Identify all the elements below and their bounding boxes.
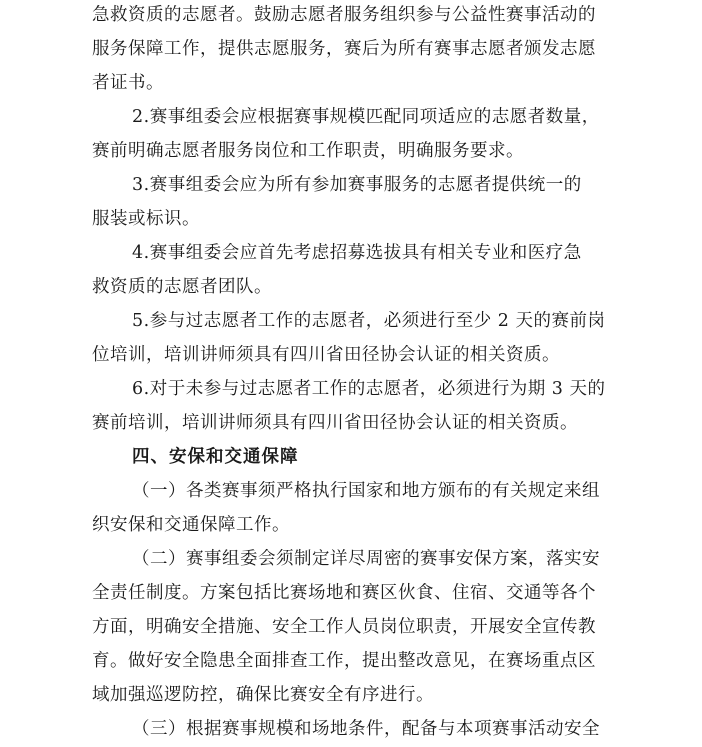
text-line: 赛前培训，培训讲师须具有四川省田径协会认证的相关资质。 [92, 413, 578, 433]
text-line: 位培训，培训讲师须具有四川省田径协会认证的相关资质。 [92, 345, 560, 365]
text-line: （一）各类赛事须严格执行国家和地方颁布的有关规定来组 [132, 481, 600, 501]
text-line: 急救资质的志愿者。鼓励志愿者服务组织参与公益性赛事活动的 [92, 5, 596, 25]
text-line: 服务保障工作，提供志愿服务，赛后为所有赛事志愿者颁发志愿 [92, 39, 596, 59]
text-line: 4.赛事组委会应首先考虑招募选拔具有相关专业和医疗急 [132, 243, 582, 263]
text-line: 5.参与过志愿者工作的志愿者，必须进行至少 2 天的赛前岗 [132, 311, 606, 331]
text-line: 赛前明确志愿者服务岗位和工作职责，明确服务要求。 [92, 141, 524, 161]
section-heading: 四、安保和交通保障 [132, 447, 299, 467]
text-line: 域加强巡逻防控，确保比赛安全有序进行。 [92, 685, 434, 705]
text-line: （三）根据赛事规模和场地条件，配备与本项赛事活动安全 [132, 719, 600, 739]
text-line: （二）赛事组委会须制定详尽周密的赛事安保方案，落实安 [132, 549, 600, 569]
text-line: 育。做好安全隐患全面排查工作，提出整改意见，在赛场重点区 [92, 651, 596, 671]
text-line: 织安保和交通保障工作。 [92, 515, 290, 535]
text-line: 2.赛事组委会应根据赛事规模匹配同项适应的志愿者数量， [132, 107, 600, 127]
text-line: 全责任制度。方案包括比赛场地和赛区伙食、住宿、交通等各个 [92, 583, 596, 603]
text-line: 救资质的志愿者团队。 [92, 277, 272, 297]
text-line: 者证书。 [92, 73, 164, 93]
text-line: 6.对于未参与过志愿者工作的志愿者，必须进行为期 3 天的 [132, 379, 606, 399]
text-line: 3.赛事组委会应为所有参加赛事服务的志愿者提供统一的 [132, 175, 582, 195]
text-line: 服装或标识。 [92, 209, 200, 229]
text-line: 方面，明确安全措施、安全工作人员岗位职责，开展安全宣传教 [92, 617, 596, 637]
